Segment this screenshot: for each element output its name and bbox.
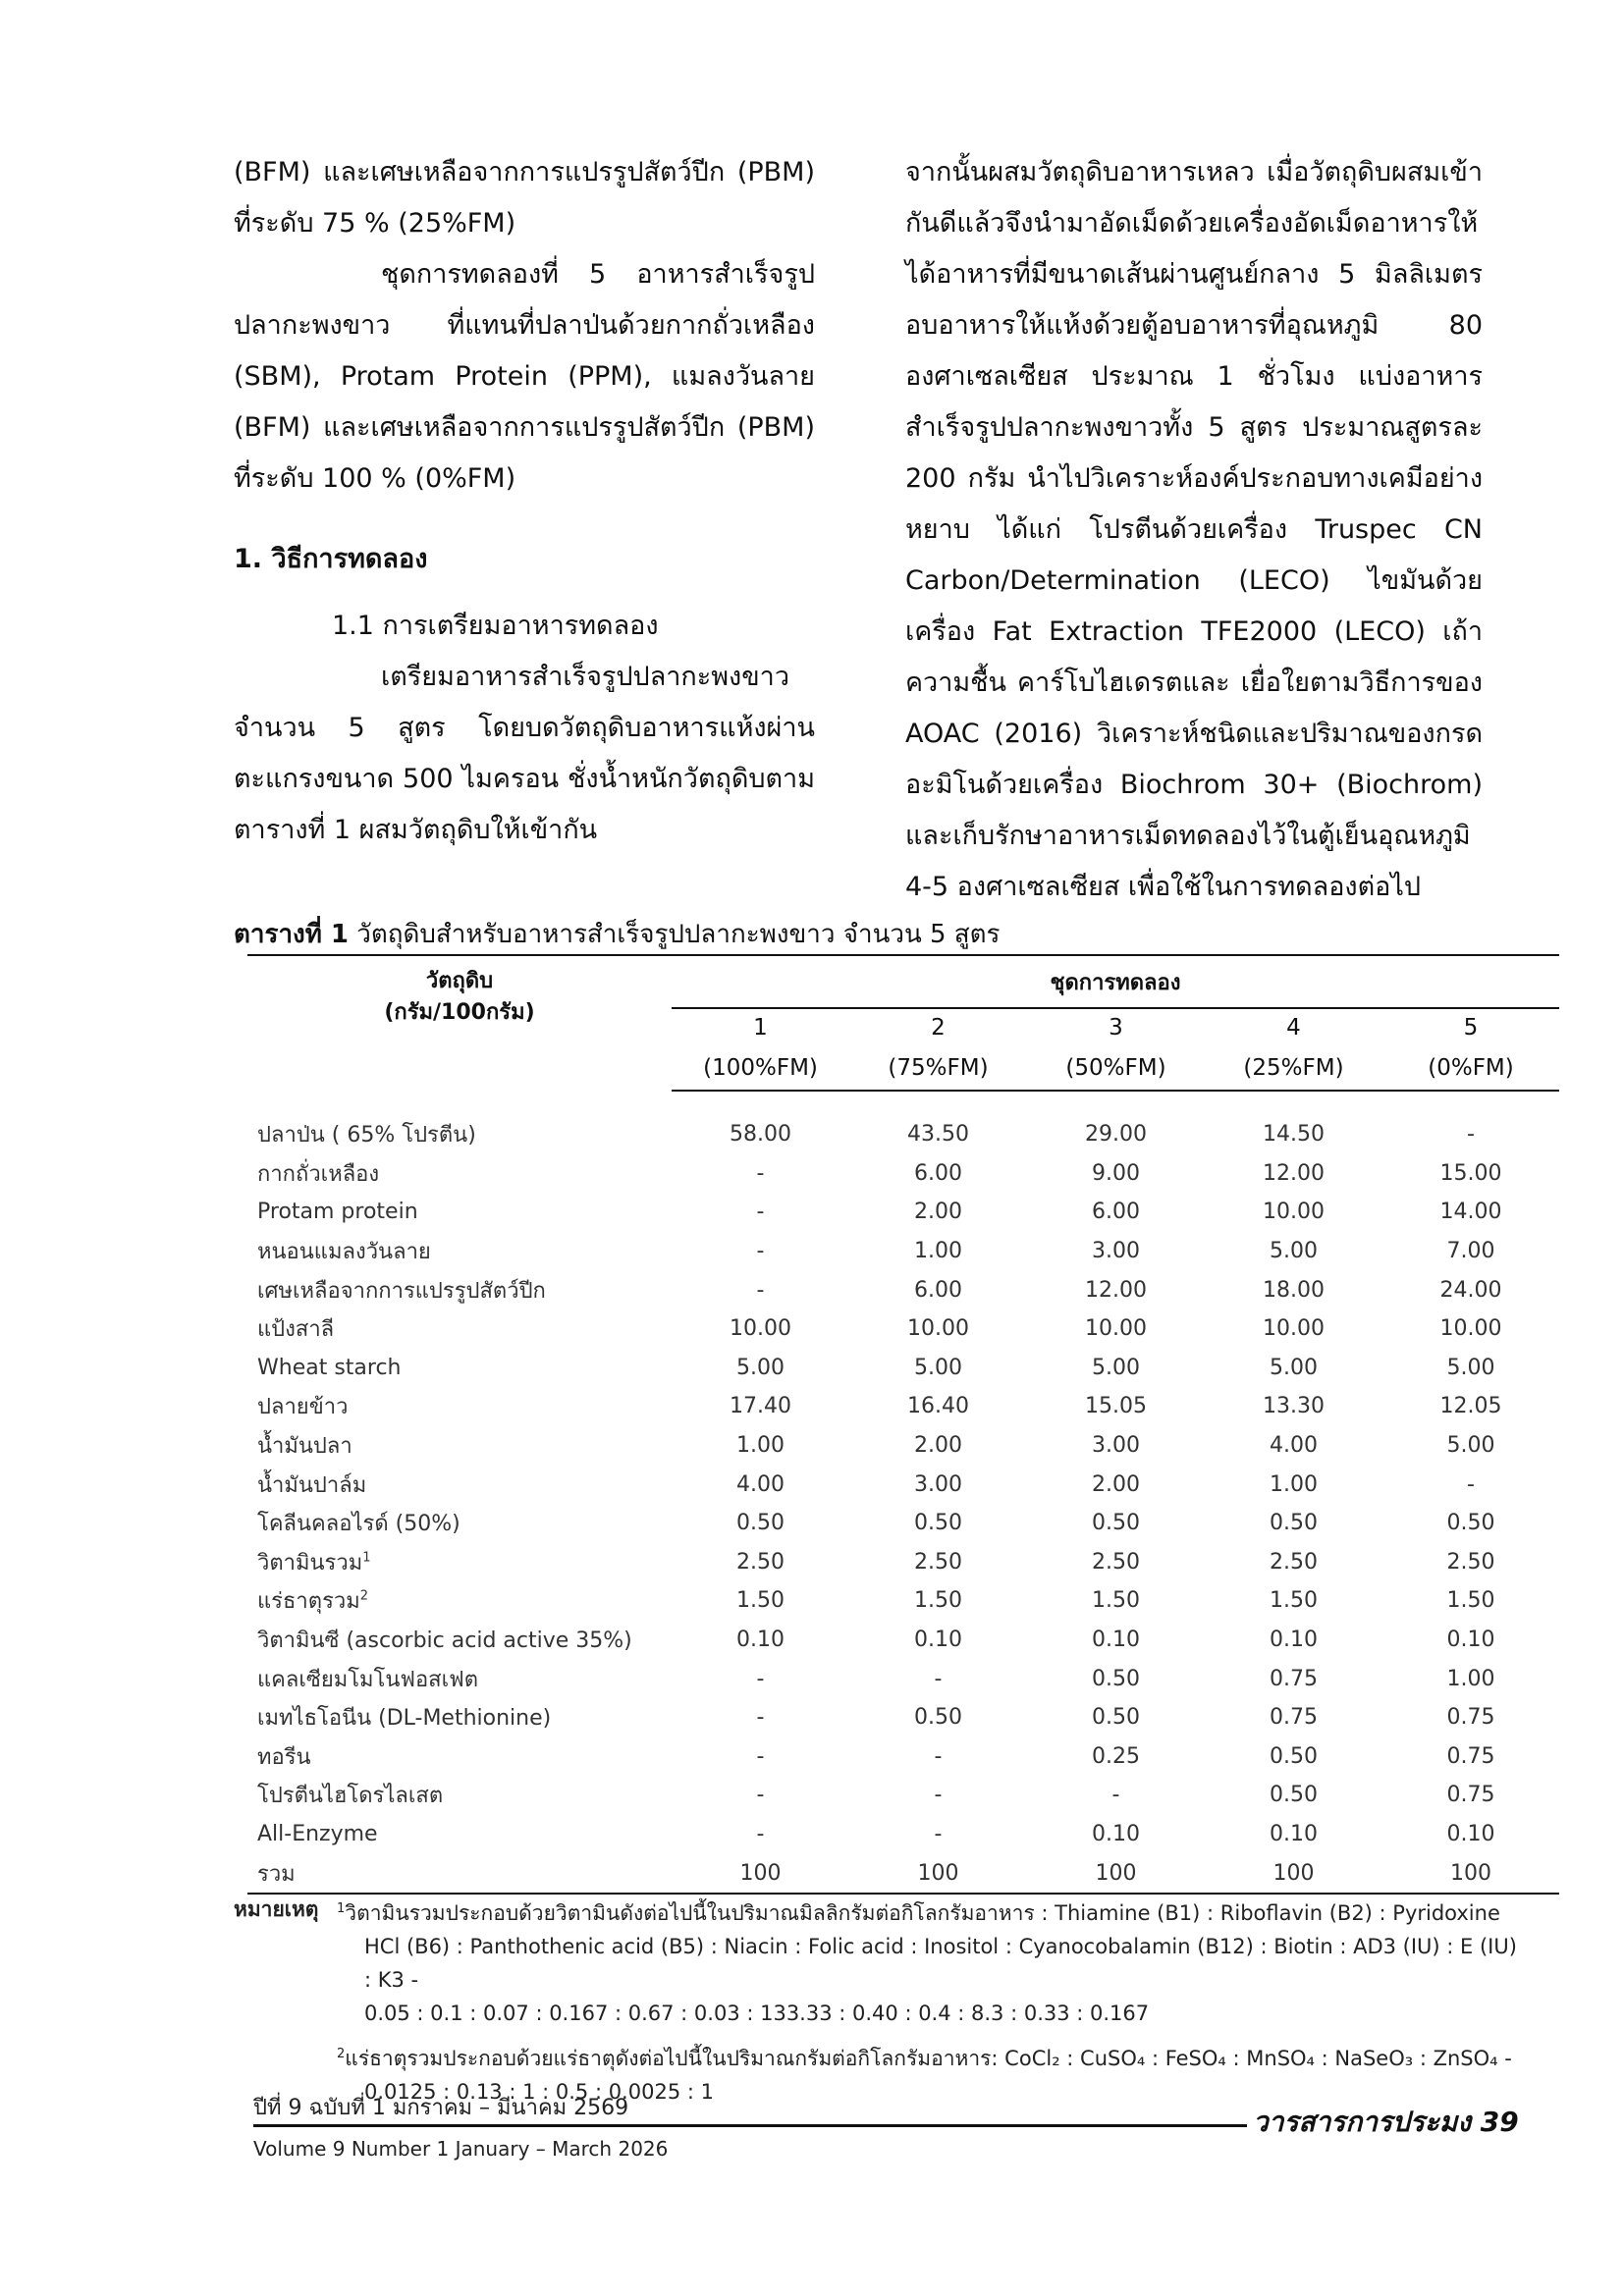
table-row	[247, 1504, 1559, 1543]
value-cell: 0.75	[1270, 1705, 1318, 1731]
value-cell: 29.00	[1085, 1122, 1147, 1148]
value-cell: 1.00	[914, 1239, 962, 1264]
ingredient-name: Protam protein	[257, 1200, 418, 1225]
value-cell: 10.00	[730, 1316, 791, 1342]
table-row	[247, 1309, 1559, 1349]
value-cell: 12.05	[1439, 1394, 1502, 1419]
ingredient-name: แคลเซียมโมโนฟอสเฟต	[257, 1667, 478, 1692]
table-row	[247, 1154, 1559, 1194]
value-cell: -	[1467, 1122, 1475, 1148]
ingredient-cell	[247, 1815, 672, 1854]
value-cell: 1.50	[914, 1588, 962, 1614]
value-cell: 5.00	[1270, 1355, 1318, 1380]
notes-label: หมายเหตุ	[234, 1897, 319, 1921]
value-cell: 100	[1382, 1853, 1559, 1894]
table-row	[247, 1465, 1559, 1504]
value-cell: 0.10	[736, 1628, 785, 1653]
treatment-fm-header: (0%FM)	[1382, 1046, 1559, 1091]
value-cell: 13.30	[1263, 1394, 1325, 1419]
ingredients-table	[247, 954, 1559, 1895]
footer-english-issue: Volume 9 Number 1 January – March 2026	[253, 2137, 669, 2161]
value-cell: 10.00	[1439, 1316, 1502, 1342]
note1-line1: วิตามินรวมประกอบด้วยวิตามินดังต่อไปนี้ในปริมาณมิลลิกรัมต่อกิโลกรัมอาหาร : Thiamine (B1) : Riboflavin (B2) : Pyridoxine	[345, 1901, 1500, 1925]
ingredient-cell	[247, 1232, 672, 1271]
value-cell: 0.50	[1446, 1511, 1495, 1536]
treatment-number-header: 1	[753, 1015, 768, 1041]
ingredient-name: แร่ธาตุรวม	[257, 1589, 360, 1615]
treatment-group-header: ชุดการทดลอง	[672, 955, 1559, 1008]
value-cell: 6.00	[914, 1277, 962, 1303]
ingredient-cell	[247, 1776, 672, 1815]
value-cell: 0.50	[1270, 1511, 1318, 1536]
value-cell: -	[756, 1783, 765, 1808]
value-cell: 0.50	[1270, 1743, 1318, 1769]
table-row	[247, 1193, 1559, 1232]
ingredient-footnote-marker: 1	[362, 1550, 371, 1566]
value-cell: 100	[672, 1853, 849, 1894]
ingredient-cell	[247, 1349, 672, 1388]
ingredient-cell	[247, 1270, 672, 1309]
ingredient-name: ทอรีน	[257, 1744, 311, 1770]
ingredient-name: เศษเหลือจากการแปรรูปสัตว์ปีก	[257, 1278, 546, 1304]
value-cell: 4.00	[1270, 1433, 1318, 1459]
table-body	[247, 1091, 1559, 1894]
value-cell: 9.00	[1092, 1160, 1140, 1186]
value-cell: -	[1467, 1471, 1475, 1497]
value-cell: 0.50	[1092, 1666, 1140, 1691]
value-cell: 100	[1027, 1853, 1205, 1894]
value-cell: 3.00	[1092, 1239, 1140, 1264]
value-cell: 0.10	[1092, 1821, 1140, 1846]
ingredient-column-header	[247, 955, 672, 1091]
table-row	[247, 1621, 1559, 1660]
ingredient-name: วิตามินซี (ascorbic acid active 35%)	[257, 1629, 632, 1654]
table-row	[247, 1659, 1559, 1698]
ingredient-cell	[247, 1154, 672, 1194]
value-cell: 5.00	[914, 1355, 962, 1380]
value-cell: 0.10	[1446, 1821, 1495, 1846]
treatment-fm-header: (50%FM)	[1027, 1046, 1205, 1091]
value-cell: -	[756, 1239, 765, 1264]
ingredient-cell	[247, 1426, 672, 1466]
ingredient-cell	[247, 1698, 672, 1737]
right-paragraph-1: จากนั้นผสมวัตถุดิบอาหารเหลว เมื่อวัตถุดิบผสมเข้ากันดีแล้วจึงนำมาอัดเม็ดด้วยเครื่องอัดเม็ดอาหารให้ได้อาหารที่มีขนาดเส้นผ่านศูนย์กลาง 5 มิลลิเมตร อบอาหารให้แห้งด้วยตู้อบอาหารที่อุณหภูมิ 80 องศาเซลเซียส ประมาณ 1 ชั่วโมง แบ่งอาหารสำเร็จรูปปลากะพงขาวทั้ง 5 สูตร ประมาณสูตรละ 200 กรัม นำไปวิเคราะห์องค์ประกอบทางเคมีอย่างหยาบ ได้แก่ โปรตีนด้วยเครื่อง Truspec CN Carbon/Determination (LECO) ไขมันด้วยเครื่อง Fat Extraction TFE2000 (LECO) เถ้า ความชื้น คาร์โบไฮเดรตและ เยื่อใยตามวิธีการของ AOAC (2016) วิเคราะห์ชนิดและปริมาณของกรดอะมิโนด้วยเครื่อง Biochrom 30+ (Biochrom) และเก็บรักษาอาหารเม็ดทดลองไว้ในตู้เย็นอุณหภูมิ 4-5 องศาเซลเซียส เพื่อใช้ในการทดลองต่อไป	[905, 157, 1483, 902]
ingredient-header-line1: วัตถุดิบ	[425, 969, 494, 993]
value-cell: 7.00	[1446, 1239, 1495, 1264]
footer-rule	[253, 2124, 1247, 2127]
table-row	[247, 1543, 1559, 1582]
value-cell: 4.00	[736, 1471, 785, 1497]
value-cell: 10.00	[1085, 1316, 1147, 1342]
ingredient-name: น้ำมันปาล์ม	[257, 1472, 367, 1498]
table-row	[247, 1815, 1559, 1854]
footer-thai-issue: ปีที่ 9 ฉบับที่ 1 มกราคม – มีนาคม 2569	[253, 2096, 629, 2120]
value-cell: 1.00	[736, 1433, 785, 1459]
value-cell: 2.50	[1446, 1549, 1495, 1575]
ingredient-name: หนอนแมลงวันลาย	[257, 1240, 431, 1265]
ingredient-name: Wheat starch	[257, 1355, 402, 1380]
ingredient-header-line2: (กรัม/100กรัม)	[384, 1000, 535, 1025]
value-cell: 2.00	[1092, 1471, 1140, 1497]
table-row	[247, 1737, 1559, 1777]
table-row	[247, 1091, 1559, 1154]
value-cell: 0.25	[1092, 1743, 1140, 1769]
value-cell: 0.10	[1446, 1628, 1495, 1653]
table-row	[247, 1581, 1559, 1621]
ingredient-cell	[247, 1309, 672, 1349]
value-cell: 24.00	[1439, 1277, 1502, 1303]
value-cell: 0.75	[1270, 1666, 1318, 1691]
ingredient-name: กากถั่วเหลือง	[257, 1161, 380, 1187]
value-cell: 3.00	[1092, 1433, 1140, 1459]
value-cell: 6.00	[914, 1160, 962, 1186]
value-cell: 100	[1205, 1853, 1382, 1894]
footer-journal-page: วารสารการประมง 39	[1253, 2106, 1519, 2138]
value-cell: -	[756, 1666, 765, 1691]
treatment-number-header: 3	[1109, 1015, 1123, 1041]
ingredient-name: แป้งสาลี	[257, 1317, 335, 1343]
ingredient-name: วิตามินรวม	[257, 1550, 363, 1575]
note-vitamin	[234, 1893, 1530, 2030]
value-cell: 100	[849, 1853, 1027, 1894]
value-cell: 10.00	[907, 1316, 969, 1342]
value-cell: 0.10	[914, 1628, 962, 1653]
note1-line3: 0.05 : 0.1 : 0.07 : 0.167 : 0.67 : 0.03 : 133.33 : 0.40 : 0.4 : 8.3 : 0.33 : 0.167	[364, 2002, 1150, 2025]
ingredient-cell	[247, 1387, 672, 1426]
note2-line2: 0.0125 : 0.13 : 1 : 0.5 : 0.0025 : 1	[364, 2080, 714, 2104]
table-notes	[234, 1893, 1530, 2109]
value-cell: 10.00	[1263, 1316, 1325, 1342]
value-cell: -	[934, 1783, 943, 1808]
value-cell: -	[756, 1160, 765, 1186]
table-row	[247, 1387, 1559, 1426]
ingredient-cell	[247, 1091, 672, 1154]
subsection-heading: 1.1 การเตรียมอาหารทดลอง	[332, 611, 659, 641]
value-cell: -	[756, 1200, 765, 1225]
value-cell: 6.00	[1092, 1200, 1140, 1225]
table-row	[247, 1270, 1559, 1309]
value-cell: 16.40	[907, 1394, 969, 1419]
ingredient-footnote-marker: 2	[359, 1589, 369, 1605]
value-cell: 0.50	[914, 1705, 962, 1731]
value-cell: -	[934, 1821, 943, 1846]
value-cell: -	[756, 1821, 765, 1846]
table-row	[247, 1349, 1559, 1388]
ingredient-cell	[247, 1193, 672, 1232]
left-paragraph-2: ชุดการทดลองที่ 5 อาหารสำเร็จรูปปลากะพงขาว ที่แทนที่ปลาป่นด้วยกากถั่วเหลือง (SBM), Protam Protein (PPM), แมลงวันลาย (BFM) และเศษเหลือจากการแปรรูปสัตว์ปีก (PBM) ที่ระดับ 100 % (0%FM)	[234, 259, 815, 494]
ingredient-name: รวม	[257, 1861, 296, 1887]
value-cell: 5.00	[1446, 1355, 1495, 1380]
value-cell: 0.10	[1270, 1628, 1318, 1653]
value-cell: 14.00	[1439, 1200, 1502, 1225]
value-cell: 2.00	[914, 1433, 962, 1459]
value-cell: 18.00	[1263, 1277, 1325, 1303]
value-cell: 14.50	[1263, 1122, 1325, 1148]
value-cell: 1.50	[1270, 1588, 1318, 1614]
note1-line2: HCl (B6) : Panthothenic acid (B5) : Niacin : Folic acid : Inositol : Cyanocobalamin (B12) : Biotin : AD3 (IU) : E (IU) : K3 -	[364, 1935, 1517, 1992]
value-cell: 2.50	[1092, 1549, 1140, 1575]
value-cell: 43.50	[907, 1122, 969, 1148]
ingredients-table-wrap	[247, 954, 1559, 1895]
value-cell: 5.00	[1446, 1433, 1495, 1459]
value-cell: 1.00	[1270, 1471, 1318, 1497]
value-cell: 58.00	[730, 1122, 791, 1148]
ingredient-cell	[247, 1659, 672, 1698]
value-cell: 17.40	[730, 1394, 791, 1419]
ingredient-name: ปลายข้าว	[257, 1395, 349, 1420]
ingredient-cell	[247, 1737, 672, 1777]
value-cell: 3.00	[914, 1471, 962, 1497]
value-cell: 2.50	[736, 1549, 785, 1575]
value-cell: 0.75	[1446, 1783, 1495, 1808]
value-cell: 0.75	[1446, 1743, 1495, 1769]
left-paragraph-1: (BFM) และเศษเหลือจากการแปรรูปสัตว์ปีก (PBM) ที่ระดับ 75 % (25%FM)	[234, 157, 815, 239]
treatment-fm-header: (75%FM)	[849, 1046, 1027, 1091]
value-cell: -	[1111, 1783, 1120, 1808]
value-cell: 0.50	[1270, 1783, 1318, 1808]
value-cell: 0.10	[1270, 1821, 1318, 1846]
table-caption	[234, 915, 1559, 954]
table-caption-label: ตารางที่ 1	[234, 920, 350, 949]
ingredient-cell	[247, 1465, 672, 1504]
table-row	[247, 1853, 1559, 1894]
value-cell: 15.05	[1085, 1394, 1147, 1419]
ingredient-name: เมทไธโอนีน (DL-Methionine)	[257, 1706, 552, 1732]
value-cell: 2.00	[914, 1200, 962, 1225]
note2-sup: 2	[337, 2047, 346, 2061]
table-row	[247, 1698, 1559, 1737]
note1-sup: 1	[337, 1901, 346, 1916]
treatment-number-header: 5	[1463, 1015, 1479, 1041]
value-cell: 0.75	[1446, 1705, 1495, 1731]
treatment-fm-header: (25%FM)	[1205, 1046, 1382, 1091]
ingredient-cell	[247, 1504, 672, 1543]
ingredient-cell	[247, 1621, 672, 1660]
treatment-number-header: 4	[1286, 1015, 1301, 1041]
table-caption-text: วัตถุดิบสำหรับอาหารสำเร็จรูปปลากะพงขาว จำนวน 5 สูตร	[349, 920, 1001, 949]
section-heading: 1. วิธีการทดลอง	[234, 544, 428, 574]
value-cell: -	[934, 1666, 943, 1691]
ingredient-name: ปลาป่น ( 65% โปรตีน)	[257, 1122, 476, 1148]
value-cell: 1.50	[736, 1588, 785, 1614]
value-cell: 0.50	[1092, 1705, 1140, 1731]
ingredient-name: โคลีนคลอไรด์ (50%)	[257, 1512, 460, 1537]
value-cell: 0.50	[1092, 1511, 1140, 1536]
left-paragraph-3: เตรียมอาหารสำเร็จรูปปลากะพงขาว จำนวน 5 สูตร โดยบดวัตถุดิบอาหารแห้งผ่านตะแกรงขนาด 500 ไมครอน ชั่งน้ำหนักวัตถุดิบตามตารางที่ 1 ผสมวัตถุดิบให้เข้ากัน	[234, 662, 815, 845]
value-cell: 1.50	[1446, 1588, 1495, 1614]
value-cell: 2.50	[914, 1549, 962, 1575]
value-cell: 0.50	[914, 1511, 962, 1536]
treatment-number-header: 2	[931, 1015, 946, 1041]
value-cell: 1.50	[1092, 1588, 1140, 1614]
value-cell: 15.00	[1439, 1160, 1502, 1186]
value-cell: 5.00	[736, 1355, 785, 1380]
ingredient-cell	[247, 1543, 672, 1582]
ingredient-cell	[247, 1581, 672, 1621]
value-cell: 1.00	[1446, 1666, 1495, 1691]
table-row	[247, 1776, 1559, 1815]
value-cell: -	[756, 1277, 765, 1303]
value-cell: 12.00	[1085, 1277, 1147, 1303]
ingredient-cell	[247, 1853, 672, 1894]
value-cell: -	[934, 1743, 943, 1769]
ingredient-name: โปรตีนไฮโดรไลเสต	[257, 1784, 444, 1809]
value-cell: 10.00	[1263, 1200, 1325, 1225]
note2-line1: แร่ธาตุรวมประกอบด้วยแร่ธาตุดังต่อไปนี้ในปริมาณกรัมต่อกิโลกรัมอาหาร: CoCl₂ : CuSO₄ : FeSO₄ : MnSO₄ : NaSeO₃ : ZnSO₄ -	[345, 2047, 1512, 2070]
value-cell: 0.10	[1092, 1628, 1140, 1653]
treatment-fm-header: (100%FM)	[672, 1046, 849, 1091]
value-cell: 2.50	[1270, 1549, 1318, 1575]
table-row	[247, 1232, 1559, 1271]
value-cell: -	[756, 1705, 765, 1731]
value-cell: -	[756, 1743, 765, 1769]
table-row	[247, 1426, 1559, 1466]
value-cell: 5.00	[1270, 1239, 1318, 1264]
ingredient-name: All-Enzyme	[257, 1821, 378, 1846]
ingredient-name: น้ำมันปลา	[257, 1434, 352, 1460]
value-cell: 0.50	[736, 1511, 785, 1536]
right-column	[905, 147, 1483, 913]
left-column	[234, 147, 815, 856]
value-cell: 12.00	[1263, 1160, 1325, 1186]
value-cell: 5.00	[1092, 1355, 1140, 1380]
